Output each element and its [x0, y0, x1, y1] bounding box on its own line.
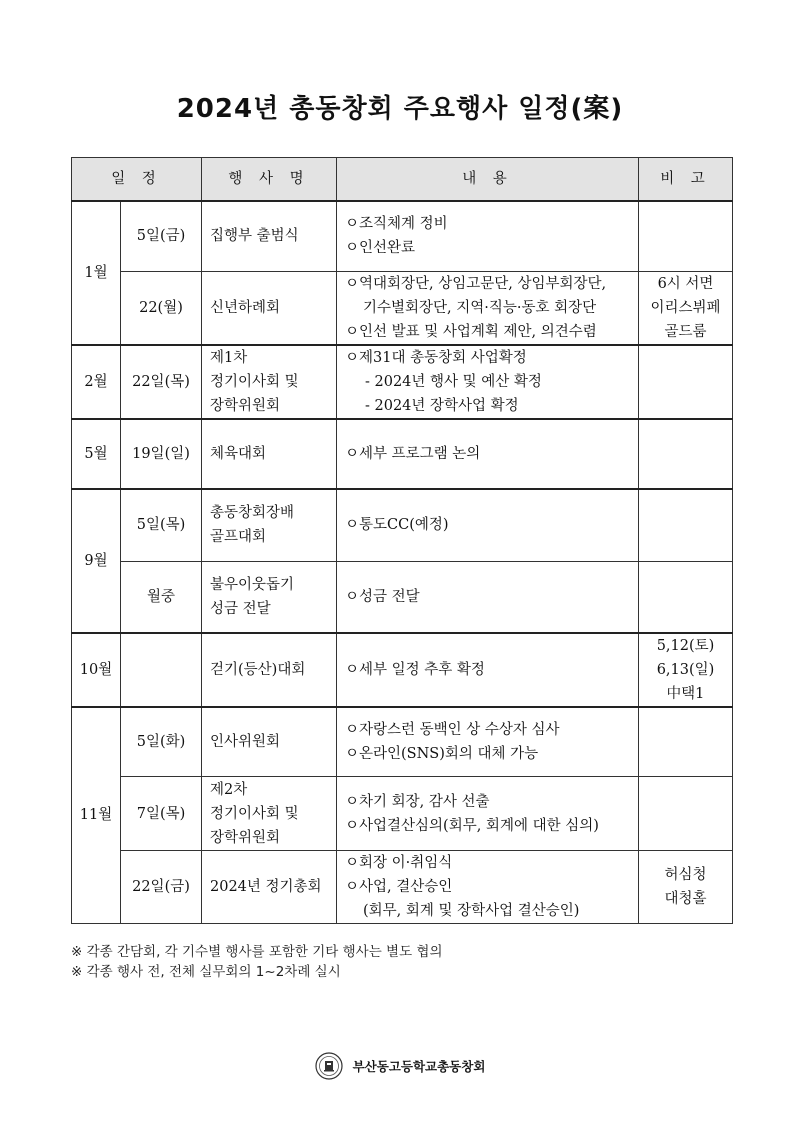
content-cell [337, 707, 639, 777]
event-cell [202, 562, 337, 633]
note-cell [639, 419, 733, 489]
note-line: 6,13(일) [656, 661, 715, 678]
note-line: 이리스뷔페 [650, 299, 721, 316]
content-line: (회무, 회계 및 장학사업 결산승인) [363, 903, 580, 919]
day-cell: 19일(일) [121, 419, 202, 489]
header-content: 내 용 [337, 158, 639, 202]
table-row [72, 707, 733, 777]
note-line: 中택1 [666, 685, 705, 702]
content-line: ㅇ인선 발표 및 사업계획 제안, 의견수렴 [345, 323, 597, 340]
event-line: 장학위원회 [210, 397, 281, 414]
note-line: 허심청 [664, 867, 707, 883]
event-line: 골프대회 [210, 529, 267, 546]
table-row [72, 489, 733, 562]
content-line: ㅇ성금 전달 [345, 588, 420, 605]
content-line: ㅇ차기 회장, 감사 선출 [345, 793, 490, 810]
month-cell: 11월 [72, 707, 121, 924]
table-row [72, 562, 733, 633]
note-cell [639, 345, 733, 419]
content-cell [337, 419, 639, 489]
table-row [72, 271, 733, 345]
school-seal-icon [315, 1052, 343, 1080]
content-line: 기수별회장단, 지역·직능·동호 회장단 [363, 299, 597, 316]
footer [0, 1052, 800, 1080]
day-cell: 5일(금) [121, 201, 202, 271]
content-cell [337, 562, 639, 633]
note-cell [639, 633, 733, 707]
footnote: ※ 각종 행사 전, 전체 실무회의 1~2차례 실시 [71, 964, 341, 980]
event-line: 신년하례회 [210, 299, 281, 316]
content-line: ㅇ사업결산심의(회무, 회계에 대한 심의) [345, 817, 599, 834]
content-line: - 2024년 장학사업 확정 [365, 397, 519, 414]
footnotes [71, 942, 443, 982]
event-line: 성금 전달 [210, 600, 271, 617]
organization-name: 부산동고등학교총동창회 [352, 1059, 486, 1074]
day-cell: 22일(금) [121, 851, 202, 924]
content-line: ㅇ사업, 결산승인 [345, 879, 453, 895]
event-cell [202, 851, 337, 924]
note-cell [639, 489, 733, 562]
content-line: ㅇ역대회장단, 상임고문단, 상임부회장단, [345, 275, 607, 292]
content-line: ㅇ조직체계 정비 [345, 216, 448, 233]
event-cell [202, 271, 337, 345]
event-line: 체육대회 [210, 445, 267, 462]
page-title: 2024년 총동창회 주요행사 일정(案) [176, 94, 624, 124]
content-cell [337, 345, 639, 419]
header-event: 행 사 명 [202, 158, 337, 202]
day-cell: 22(월) [121, 271, 202, 345]
day-cell [121, 633, 202, 707]
event-cell [202, 633, 337, 707]
event-cell [202, 419, 337, 489]
content-line: ㅇ세부 일정 추후 확정 [345, 661, 485, 678]
table-row [72, 345, 733, 419]
event-line: 인사위원회 [210, 733, 281, 750]
content-line: ㅇ회장 이·취임식 [345, 855, 453, 871]
month-cell: 5월 [72, 419, 121, 489]
month-cell: 9월 [72, 489, 121, 633]
event-line: 정기이사회 및 [210, 805, 299, 822]
event-cell [202, 777, 337, 851]
event-cell [202, 201, 337, 271]
content-line: ㅇ제31대 총동창회 사업확정 [345, 349, 527, 366]
note-cell [639, 562, 733, 633]
table-header-row [72, 158, 733, 202]
day-cell: 월중 [121, 562, 202, 633]
table-row [72, 851, 733, 924]
event-line: 걷기(등산)대회 [210, 661, 306, 678]
event-line: 제1차 [210, 349, 248, 366]
event-line: 장학위원회 [210, 829, 281, 846]
month-cell: 10월 [72, 633, 121, 707]
event-line: 2024년 정기총회 [210, 879, 322, 895]
day-cell: 7일(목) [121, 777, 202, 851]
day-cell: 22일(목) [121, 345, 202, 419]
event-line: 총동창회장배 [210, 505, 295, 522]
content-line: - 2024년 행사 및 예산 확정 [365, 373, 542, 390]
note-cell [639, 851, 733, 924]
note-cell [639, 201, 733, 271]
content-cell [337, 201, 639, 271]
note-cell [639, 271, 733, 345]
note-line: 6시 서면 [657, 275, 714, 292]
event-line: 집행부 출범식 [210, 228, 299, 245]
table-row [72, 419, 733, 489]
table-row [72, 777, 733, 851]
event-cell [202, 345, 337, 419]
month-cell: 1월 [72, 201, 121, 345]
table-row [72, 201, 733, 271]
note-cell [639, 707, 733, 777]
content-line: ㅇ통도CC(예정) [345, 517, 449, 534]
content-line: ㅇ자랑스런 동백인 상 수상자 심사 [345, 721, 560, 738]
note-cell [639, 777, 733, 851]
day-cell: 5일(화) [121, 707, 202, 777]
day-cell: 5일(목) [121, 489, 202, 562]
content-cell [337, 489, 639, 562]
content-cell [337, 271, 639, 345]
content-line: ㅇ인선완료 [345, 240, 416, 257]
header-note: 비 고 [639, 158, 733, 202]
content-cell [337, 633, 639, 707]
event-line: 제2차 [210, 781, 248, 798]
note-line: 골드룸 [664, 323, 707, 340]
event-cell [202, 489, 337, 562]
note-line: 5,12(토) [656, 637, 715, 654]
footnote: ※ 각종 간담회, 각 기수별 행사를 포함한 기타 행사는 별도 협의 [71, 944, 443, 960]
content-cell [337, 777, 639, 851]
content-cell [337, 851, 639, 924]
header-date: 일 정 [72, 158, 202, 202]
event-line: 정기이사회 및 [210, 373, 299, 390]
month-cell: 2월 [72, 345, 121, 419]
event-cell [202, 707, 337, 777]
event-line: 불우이웃돕기 [210, 576, 295, 593]
note-line: 대청홀 [664, 891, 707, 907]
content-line: ㅇ세부 프로그램 논의 [345, 445, 481, 462]
content-line: ㅇ온라인(SNS)회의 대체 가능 [345, 745, 539, 762]
table-row [72, 633, 733, 707]
schedule-table [71, 157, 733, 924]
